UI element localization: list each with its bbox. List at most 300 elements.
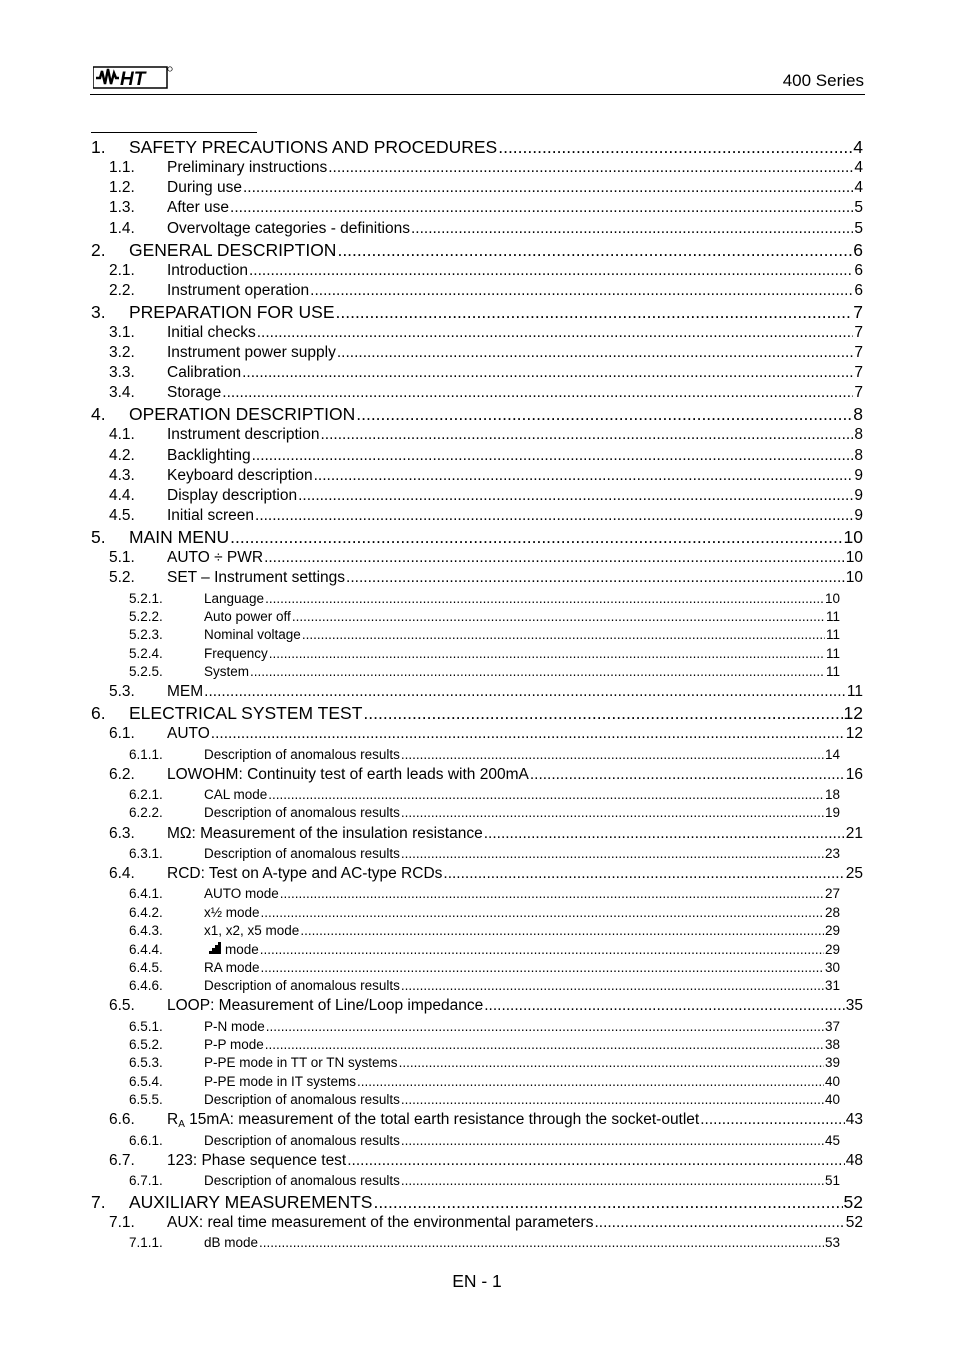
toc-leader-dots — [700, 1111, 845, 1129]
toc-entry-title — [167, 447, 251, 465]
toc-leader-dots — [401, 747, 824, 762]
toc-leader-dots — [302, 627, 825, 642]
toc-entry-page: 21 — [845, 824, 863, 842]
toc-entry-title — [167, 825, 483, 843]
toc-entry[interactable] — [91, 527, 863, 548]
toc-entry[interactable] — [91, 302, 863, 323]
toc-entry-title — [167, 364, 241, 382]
toc-entry-title-text: Description of anomalous results — [204, 978, 400, 994]
toc-entry[interactable] — [129, 1074, 840, 1089]
toc-entry-number: 2.1. — [109, 261, 135, 279]
toc-entry-page: 39 — [824, 1055, 840, 1071]
toc-entry[interactable] — [109, 725, 863, 743]
toc-entry-title — [204, 886, 279, 901]
toc-entry[interactable] — [91, 703, 863, 724]
toc-entry-title — [167, 324, 256, 342]
toc-leader-dots — [249, 262, 853, 280]
ht-logo — [93, 63, 173, 90]
toc-entry-page: 7 — [854, 364, 863, 382]
toc-leader-dots — [498, 137, 852, 158]
toc-entry-number: 4.4. — [109, 487, 135, 504]
toc-entry-number: 6.4. — [109, 865, 135, 882]
toc-entry[interactable] — [129, 905, 840, 920]
toc-entry-page: 6 — [853, 239, 863, 260]
toc-entry-title-text: Description of anomalous results — [204, 1092, 400, 1108]
toc-entry-title-text: RCD: Test on A-type and AC-type RCDs — [167, 865, 443, 882]
toc-entry-number: 5.2. — [109, 569, 135, 587]
toc-leader-dots — [401, 805, 824, 820]
toc-entry-number: 5.1. — [109, 549, 135, 567]
toc-entry-page: 14 — [824, 746, 840, 762]
toc-entry-number: 6.5.4. — [129, 1073, 163, 1089]
toc-entry-title-text: ELECTRICAL SYSTEM TEST — [129, 703, 363, 724]
toc-entry-title-text: System — [204, 664, 250, 680]
toc-entry-title — [129, 240, 336, 261]
toc-entry-title-text: Description of anomalous results — [204, 1132, 400, 1148]
toc-entry-number: 1.2. — [109, 179, 135, 197]
toc-entry-page: 12 — [845, 725, 863, 743]
toc-entry[interactable] — [109, 384, 863, 402]
toc-entry-page: 8 — [854, 446, 863, 464]
toc-entry-title-text: LOWOHM: Continuity test of earth leads with 200mA — [167, 765, 529, 783]
toc-leader-dots — [266, 1019, 824, 1034]
toc-leader-dots — [328, 159, 853, 177]
toc-entry-page: 25 — [845, 865, 863, 882]
toc-entry-title — [204, 1173, 400, 1188]
toc-entry-page: 7 — [854, 323, 863, 341]
toc-entry-page: 18 — [824, 787, 840, 802]
toc-entry-number: 6.4.5. — [129, 959, 163, 975]
toc-entry-page: 51 — [824, 1173, 840, 1188]
toc-entry[interactable] — [129, 923, 840, 938]
toc-leader-dots — [255, 507, 853, 525]
toc-entry-number: 5.2.2. — [129, 609, 163, 624]
toc-entry-page: 29 — [824, 923, 840, 938]
toc-entry-title-text: OPERATION DESCRIPTION — [129, 404, 356, 425]
toc-entry-title — [129, 527, 229, 548]
toc-entry[interactable] — [109, 159, 863, 177]
toc-entry-title — [204, 905, 260, 920]
toc-leader-dots — [292, 609, 825, 624]
toc-entry-number: 6.5.2. — [129, 1037, 163, 1052]
toc-entry-page: 48 — [845, 1151, 863, 1169]
toc-leader-dots — [242, 364, 853, 382]
toc-entry[interactable] — [129, 1055, 840, 1070]
toc-entry-number: 6.4.3. — [129, 923, 163, 938]
toc-leader-dots — [373, 1192, 842, 1213]
toc-leader-dots — [259, 1235, 824, 1250]
logo-text: HT — [120, 69, 146, 90]
toc-entry[interactable] — [109, 1111, 863, 1130]
toc-entry-number: 5.2.4. — [129, 645, 163, 661]
toc-entry-number: 2.2. — [109, 281, 135, 299]
toc-entry[interactable] — [129, 1019, 840, 1034]
toc-entry-page: 11 — [846, 683, 863, 701]
toc-entry-number: 1.4. — [109, 219, 135, 237]
toc-entry-title-text: P-N mode — [204, 1018, 265, 1034]
toc-entry-page: 40 — [824, 1092, 840, 1108]
toc-entry-page: 7 — [854, 384, 863, 402]
toc-entry-title-text: AUXILIARY MEASUREMENTS — [129, 1192, 373, 1212]
toc-entry[interactable] — [109, 487, 863, 505]
toc-entry-title — [167, 725, 210, 743]
toc-entry-title — [167, 1111, 699, 1130]
toc-leader-dots — [530, 766, 845, 784]
toc-entry-title-text: Description of anomalous results — [204, 1173, 400, 1188]
toc-entry-number: 6.4.4. — [129, 942, 163, 958]
toc-entry-number: 7.1. — [109, 1214, 135, 1231]
toc-leader-dots — [252, 447, 854, 465]
toc-entry-number: 6.1.1. — [129, 746, 163, 762]
toc-entry-title-text: During use — [167, 179, 242, 197]
toc-entry-number: 6.5.1. — [129, 1018, 163, 1034]
toc-entry-title-text: Display description — [167, 487, 298, 504]
toc-entry-number: 7.1.1. — [129, 1235, 163, 1251]
toc-leader-dots — [230, 527, 842, 548]
toc-entry-number: 6.5.5. — [129, 1092, 163, 1108]
toc-entry-title-text: Storage — [167, 384, 222, 402]
toc-entry-title-text: AUTO — [167, 725, 210, 743]
toc-entry-title — [204, 1074, 356, 1089]
toc-leader-dots — [243, 179, 853, 197]
series-label: 400 Series — [782, 71, 864, 90]
toc-entry-title-text: Description of anomalous results — [204, 805, 400, 821]
toc-entry-title-text: Description of anomalous results — [204, 746, 400, 762]
toc-entry-number: 5.2.5. — [129, 664, 163, 680]
toc-entry-title — [167, 1152, 346, 1170]
toc-entry-title — [129, 703, 362, 724]
toc-entry-title-text: Description of anomalous results — [204, 845, 400, 861]
toc-entry-title-text: AUTO ÷ PWR — [167, 549, 264, 567]
toc-leader-dots — [356, 404, 852, 425]
toc-leader-dots — [401, 1133, 824, 1148]
toc-entry-title-text: Nominal voltage — [204, 627, 301, 643]
toc-entry-title — [204, 805, 400, 820]
toc-entry-title — [167, 220, 410, 238]
toc-entry-title-text: LOOP: Measurement of Line/Loop impedance — [167, 997, 484, 1015]
toc-entry[interactable] — [109, 549, 863, 567]
toc-entry-page: 8 — [854, 426, 863, 444]
toc-entry-page: 10 — [824, 590, 840, 606]
toc-leader-dots — [204, 683, 846, 701]
toc-entry-title — [167, 997, 483, 1015]
toc-entry-number: 4. — [91, 404, 106, 425]
toc-entry-number: 6. — [91, 703, 106, 724]
toc-entry[interactable] — [109, 569, 863, 587]
toc-entry-page: 27 — [824, 886, 840, 902]
toc-entry[interactable] — [129, 1037, 840, 1052]
toc-entry-title-text: After use — [167, 199, 230, 217]
toc-entry[interactable] — [109, 683, 863, 701]
toc-entry[interactable] — [109, 447, 863, 465]
toc-entry-title — [167, 683, 203, 701]
toc-entry-title-text: x½ mode — [204, 904, 260, 920]
toc-entry[interactable] — [129, 609, 840, 624]
toc-entry-title-text: P-PE mode in IT systems — [204, 1073, 357, 1089]
toc-entry-title-text: mode — [225, 942, 259, 958]
toc-entry[interactable] — [129, 960, 840, 975]
toc-entry-title — [167, 766, 529, 784]
toc-entry-page: 6 — [854, 281, 863, 299]
toc-entry[interactable] — [109, 220, 863, 238]
toc-entry-title — [204, 960, 260, 975]
toc-entry-title — [204, 646, 268, 661]
toc-entry[interactable] — [109, 507, 863, 525]
toc-entry-page: 10 — [843, 527, 863, 548]
toc-entry-title-text: Instrument operation — [167, 281, 310, 299]
toc-entry-page: 52 — [843, 1192, 863, 1212]
toc-entry-title-text: MΩ: Measurement of the insulation resistance — [167, 824, 483, 842]
toc-entry-number: 6.1. — [109, 725, 135, 743]
toc-leader-dots — [250, 664, 825, 679]
toc-entry-page: 38 — [824, 1037, 840, 1052]
toc-leader-dots — [337, 240, 852, 261]
toc-entry-title-text: Instrument description — [167, 426, 320, 444]
toc-entry-title — [167, 179, 242, 197]
toc-entry-title-text: RA mode — [204, 959, 260, 975]
toc-entry-page: 29 — [824, 942, 840, 958]
toc-entry-page: 31 — [824, 978, 840, 994]
toc-leader-dots — [265, 1037, 824, 1052]
toc-leader-dots — [257, 324, 854, 342]
toc-entry-title — [167, 199, 229, 217]
toc-leader-dots — [260, 942, 824, 957]
toc-entry[interactable] — [91, 137, 863, 158]
toc-entry-title-text: P-P mode — [204, 1037, 264, 1052]
toc-entry-title — [167, 549, 263, 567]
ramp-icon — [204, 941, 222, 955]
toc-entry[interactable] — [129, 787, 840, 802]
toc-entry[interactable] — [129, 1173, 840, 1188]
toc-entry[interactable] — [91, 240, 863, 261]
toc-entry-title — [167, 569, 345, 587]
toc-entry-page: 16 — [845, 765, 863, 783]
toc-entry-page: 4 — [854, 159, 863, 176]
toc-entry-page: 5 — [854, 219, 863, 237]
toc-leader-dots — [401, 846, 824, 861]
toc-entry[interactable] — [129, 1235, 840, 1250]
toc-leader-dots — [222, 384, 853, 402]
toc-entry-title — [167, 507, 254, 525]
toc-entry-title-text: Keyboard description — [167, 466, 313, 484]
toc-entry-title-text: GENERAL DESCRIPTION — [129, 239, 337, 260]
toc-entry-title-text: Introduction — [167, 261, 248, 279]
toc-entry-number: 2. — [91, 239, 106, 260]
toc-entry-title — [204, 846, 400, 861]
toc-leader-dots — [401, 978, 824, 993]
toc-entry[interactable] — [109, 179, 863, 197]
toc-entry-page: 28 — [824, 904, 840, 920]
toc-entry[interactable] — [109, 344, 863, 362]
toc-entry[interactable] — [91, 404, 863, 425]
toc-entry-page: 35 — [845, 997, 863, 1015]
toc-entry-title-text: SET – Instrument settings — [167, 569, 346, 587]
toc-entry-title — [204, 627, 301, 642]
toc-leader-dots — [265, 591, 824, 606]
toc-entry-title-text: 15mA: measurement of the total earth resistance through the socket-outlet — [184, 1111, 700, 1129]
toc-entry-page: 30 — [824, 959, 840, 975]
toc-entry-page: 9 — [854, 507, 863, 525]
toc-entry-title-prefix: R — [167, 1111, 179, 1129]
toc-entry-title-text: Preliminary instructions — [167, 159, 328, 176]
toc-entry[interactable] — [129, 1133, 840, 1148]
toc-entry-page: 4 — [853, 137, 863, 157]
toc-entry-title — [167, 467, 313, 485]
toc-entry-number: 6.5. — [109, 997, 135, 1015]
toc-entry-page: 11 — [825, 645, 840, 661]
toc-entry[interactable] — [109, 766, 863, 784]
toc-entry-page: 12 — [843, 703, 863, 724]
toc-leader-dots — [411, 220, 853, 238]
toc-entry[interactable] — [109, 865, 863, 883]
toc-entry-number: 1. — [91, 137, 106, 157]
toc-entry[interactable] — [91, 1192, 863, 1213]
toc-entry-number: 6.2. — [109, 765, 135, 783]
toc-entry-page: 11 — [825, 609, 840, 624]
toc-leader-dots — [357, 1074, 824, 1089]
toc-entry[interactable] — [129, 627, 840, 642]
toc-entry[interactable] — [109, 324, 863, 342]
toc-leader-dots — [346, 569, 845, 587]
toc-leader-dots — [230, 199, 853, 217]
toc-entry-page: 45 — [824, 1132, 840, 1148]
toc-leader-dots — [310, 282, 853, 300]
toc-entry[interactable] — [109, 199, 863, 217]
toc-entry-title-text: MAIN MENU — [129, 527, 230, 548]
toc-entry-number: 3.1. — [109, 323, 135, 341]
toc-leader-dots — [269, 646, 825, 661]
toc-entry[interactable] — [109, 262, 863, 280]
toc-entry-title — [167, 426, 320, 444]
toc-entry[interactable] — [129, 886, 840, 901]
toc-entry[interactable] — [129, 978, 840, 993]
toc-leader-dots — [443, 865, 844, 883]
toc-entry-number: 3.2. — [109, 344, 135, 361]
toc-entry-number: 4.2. — [109, 446, 135, 464]
page-number: EN - 1 — [452, 1271, 502, 1291]
toc-leader-dots — [594, 1214, 844, 1232]
toc-leader-dots — [401, 1092, 824, 1107]
toc-leader-dots — [399, 1055, 824, 1070]
toc-entry[interactable] — [109, 426, 863, 444]
toc-leader-dots — [300, 923, 824, 938]
toc-entry-title-text: AUTO mode — [204, 886, 279, 902]
toc-entry-page: 4 — [854, 179, 863, 197]
toc-entry-number: 6.7.1. — [129, 1173, 163, 1188]
toc-entry[interactable] — [109, 467, 863, 485]
toc-leader-dots — [484, 825, 845, 843]
toc-entry[interactable] — [109, 997, 863, 1015]
toc-entry-title — [129, 302, 335, 323]
toc-leader-dots — [401, 1173, 824, 1188]
toc-entry-title — [204, 1133, 400, 1148]
toc-entry-number: 6.2.2. — [129, 805, 163, 821]
toc-entry-title-text: P-PE mode in TT or TN systems — [204, 1055, 398, 1071]
toc-entry-page: 37 — [824, 1018, 840, 1034]
toc-entry[interactable] — [109, 282, 863, 300]
toc-entry-page: 9 — [854, 487, 863, 504]
toc-leader-dots — [280, 886, 824, 901]
toc-entry-number: 6.6. — [109, 1111, 135, 1129]
toc-entry-title-text: SAFETY PRECAUTIONS AND PROCEDURES — [129, 137, 498, 157]
toc-entry-title — [129, 137, 497, 158]
toc-entry-number: 4.1. — [109, 426, 135, 444]
toc-entry[interactable] — [109, 364, 863, 382]
toc-leader-dots — [337, 344, 854, 362]
toc-entry-number: 6.5.3. — [129, 1055, 163, 1071]
toc-entry-number: 6.7. — [109, 1151, 135, 1169]
header-divider — [90, 94, 865, 95]
toc-divider — [91, 132, 257, 133]
toc-entry-page: 5 — [854, 199, 863, 217]
toc-entry-title-text: 123: Phase sequence test — [167, 1151, 347, 1169]
toc-entry-number: 6.4.2. — [129, 904, 163, 920]
toc-entry[interactable] — [109, 825, 863, 843]
toc-entry-number: 3.4. — [109, 384, 135, 402]
toc-entry[interactable] — [129, 805, 840, 820]
toc-entry-title-text: CAL mode — [204, 787, 268, 802]
toc-entry-title — [204, 941, 259, 957]
toc-entry-title — [167, 282, 309, 300]
toc-entry-title-text: Instrument power supply — [167, 344, 336, 361]
toc-leader-dots — [261, 960, 824, 975]
toc-entry-number: 6.3. — [109, 824, 135, 842]
toc-entry-page: 52 — [845, 1214, 863, 1231]
toc-entry-title-text: Initial checks — [167, 323, 256, 341]
toc-entry-title-text: AUX: real time measurement of the environmental parameters — [167, 1214, 594, 1231]
toc-leader-dots — [363, 703, 842, 724]
toc-entry-title — [167, 262, 248, 280]
toc-leader-dots — [261, 905, 824, 920]
toc-entry-page: 10 — [845, 549, 863, 567]
toc-entry-title — [167, 159, 327, 177]
toc-entry-title — [204, 978, 400, 993]
toc-entry[interactable] — [129, 646, 840, 661]
toc-entry-number: 6.3.1. — [129, 845, 163, 861]
toc-entry-title — [204, 1235, 258, 1250]
toc-entry[interactable] — [129, 846, 840, 861]
toc-entry-title — [204, 609, 291, 624]
toc-entry-page: 10 — [845, 569, 863, 587]
toc-leader-dots — [264, 549, 845, 567]
toc-entry-title — [167, 865, 442, 883]
toc-entry[interactable] — [129, 747, 840, 762]
toc-entry-page: 11 — [825, 664, 840, 680]
toc-leader-dots — [314, 467, 854, 485]
toc-entry[interactable] — [109, 1152, 863, 1170]
toc-entry[interactable] — [129, 941, 840, 957]
toc-entry[interactable] — [109, 1214, 863, 1232]
toc-entry[interactable] — [129, 664, 840, 679]
toc-leader-dots — [298, 487, 853, 505]
toc-entry-page: 43 — [845, 1111, 863, 1129]
toc-entry[interactable] — [129, 591, 840, 606]
toc-entry-number: 3. — [91, 301, 106, 322]
toc-entry-page: 53 — [824, 1235, 840, 1251]
toc-entry-title — [167, 344, 336, 362]
toc-entry-title-text: MEM — [167, 683, 204, 701]
toc-leader-dots — [484, 997, 845, 1015]
toc-entry-number: 4.5. — [109, 507, 135, 525]
toc-entry[interactable] — [129, 1092, 840, 1107]
toc-entry-title-text: Overvoltage categories - definitions — [167, 219, 410, 237]
toc-leader-dots — [321, 426, 854, 444]
toc-leader-dots — [211, 725, 845, 743]
toc-entry-page: 11 — [825, 627, 840, 643]
toc-entry-title — [129, 1192, 372, 1213]
toc-entry-title — [204, 1019, 265, 1034]
toc-entry-number: 6.4.1. — [129, 886, 163, 902]
